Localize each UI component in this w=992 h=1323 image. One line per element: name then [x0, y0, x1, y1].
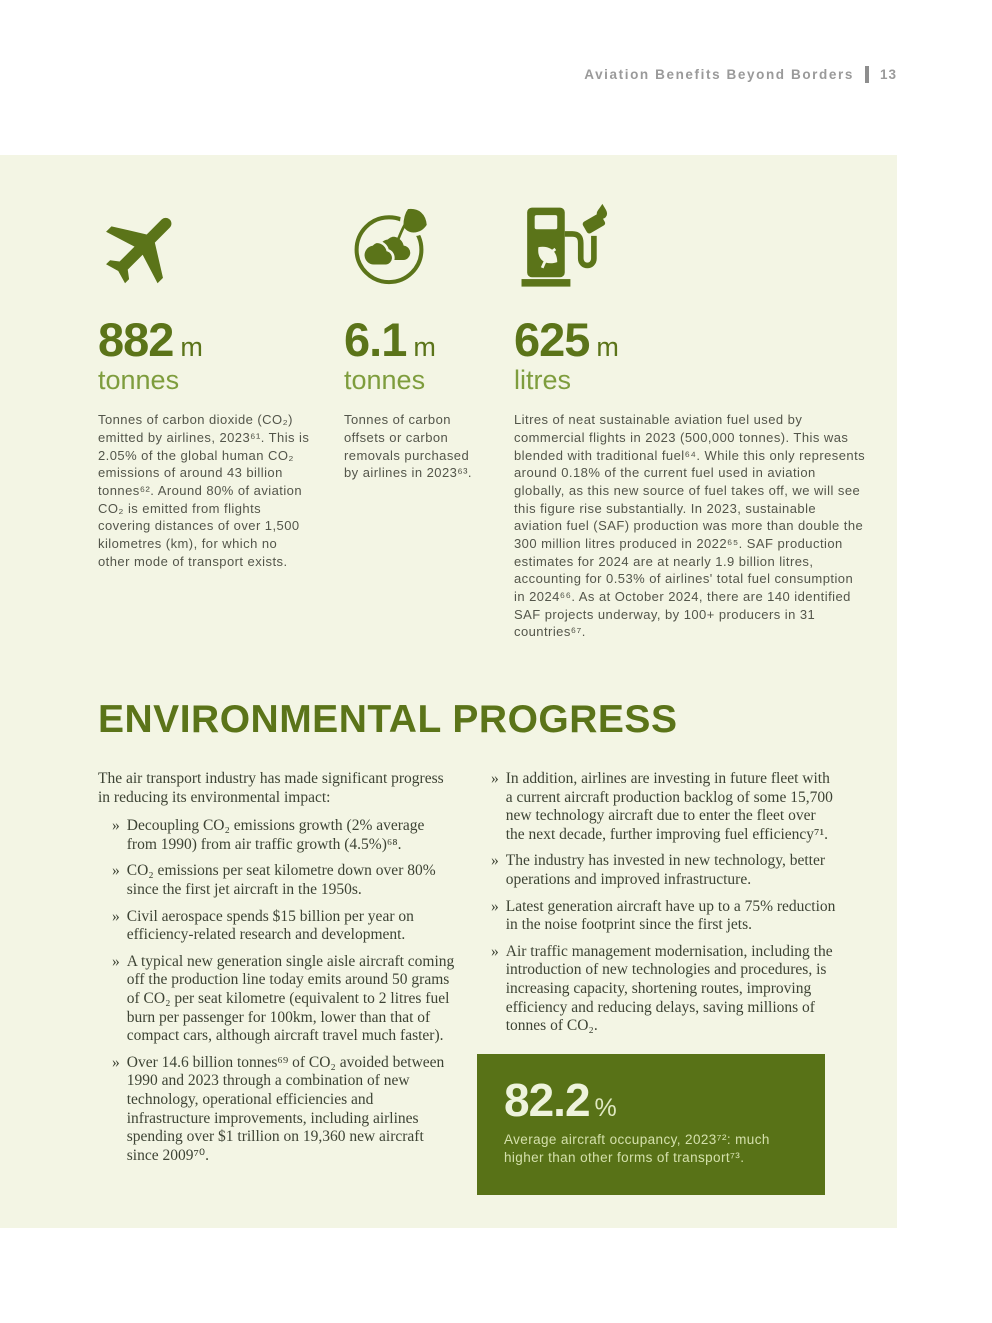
bullet-marker: » — [112, 952, 120, 970]
bullet-text: A typical new generation single aisle aircraft coming off the production line today emits around 50 grams of CO₂ per seat kilometre (equivalent to 2 litres fuel burn per passenger for 100km, lower than that of compact cars, although aircraft travel much faster). — [126, 952, 455, 1045]
bullet-marker: » — [112, 1053, 120, 1071]
bullet-marker: » — [491, 852, 499, 870]
stat-label: tonnes — [98, 365, 180, 396]
bullet-item — [477, 770, 836, 844]
stat-saf-litres — [514, 202, 866, 641]
stat-label: tonnes — [344, 365, 426, 396]
bullet-text: CO₂ emissions per seat kilometre down over 80% since the first jet aircraft in the 1950s. — [126, 862, 436, 898]
bullet-marker: » — [112, 907, 120, 925]
bullet-text: Over 14.6 billion tonnes⁶⁹ of CO₂ avoided between 1990 and 2023 through a combination of new technology, operational efficiencies and infrastructure improvements, including airlines spending over $1 trillion on 19,360 new aircraft since 2009⁷⁰. — [126, 1053, 445, 1164]
bullet-text: Latest generation aircraft have up to a 75% reduction in the noise footprint since the first jets. — [505, 897, 836, 934]
bullet-text: The industry has invested in new technology, better operations and improved infrastructure. — [505, 852, 825, 888]
bullet-item — [98, 953, 457, 1046]
bullet-text: Civil aerospace spends $15 billion per year on efficiency-related research and development. — [126, 907, 414, 944]
highlight-caption: Average aircraft occupancy, 2023⁷²: much higher than other forms of transport⁷³. — [504, 1131, 770, 1166]
stat-value-line — [98, 315, 310, 364]
bullet-item — [98, 908, 457, 945]
stat-value: 625 — [514, 313, 590, 366]
stat-carbon-offsets — [344, 202, 480, 641]
highlight-value: 82.2 — [504, 1073, 590, 1126]
page-header — [584, 66, 897, 83]
stat-unit: m — [413, 332, 436, 362]
highlight-unit: % — [594, 1093, 617, 1122]
bullet-item — [98, 862, 457, 899]
content-panel — [0, 155, 897, 1228]
stat-unit: m — [596, 332, 619, 362]
stat-co2-emitted — [98, 202, 310, 641]
section-intro: The air transport industry has made significant progress in reducing its environmental impact: — [98, 770, 444, 806]
page-number: 13 — [879, 67, 897, 82]
highlight-value-line — [504, 1073, 798, 1126]
bullet-text: Decoupling CO₂ emissions growth (2% average from 1990) from air traffic growth (4.5%)⁶⁸. — [126, 817, 425, 853]
stat-description: Tonnes of carbon dioxide (CO₂) emitted by airlines, 2023⁶¹. This is 2.05% of the global human CO₂ emissions of around 43 billion tonnes⁶². Around 80% of aviation CO₂ is emitted from flights covering distances of over 1,500 kilometres (km), for which no other mode of transport exists. — [98, 412, 310, 569]
left-column — [98, 770, 457, 1195]
bullet-text: Air traffic management modernisation, including the introduction of new technologies and procedures, is increasing capacity, shortening routes, improving efficiency and reducing delays, saving millions of tonnes of CO₂. — [505, 942, 833, 1035]
bullet-marker: » — [491, 897, 499, 915]
stat-label: litres — [514, 365, 572, 396]
carbon-offset-cloud-leaf-icon — [344, 202, 480, 302]
stat-unit: m — [180, 332, 203, 362]
stat-description: Litres of neat sustainable aviation fuel used by commercial flights in 2023 (500,000 tonnes). This was blended with traditional fuel⁶⁴. While this only represents around 0.18% of the current fuel used in aviation globally, as this new source of fuel takes off, we will see this figure rise substantially. In 2023, sustainable aviation fuel (SAF) production was more than double the 300 million litres produced in 2022⁶⁵. SAF production estimates for 2024 are at nearly 1.9 billion litres, accounting for 0.53% of airlines' total fuel consumption in 2024⁶⁶. As at October 2024, there are 140 identified SAF projects underway, by 100+ producers in 31 countries⁶⁷. — [514, 412, 866, 640]
stat-value-line — [514, 315, 866, 364]
stat-value: 882 — [98, 313, 174, 366]
airplane-icon — [98, 202, 310, 302]
stat-description: Tonnes of carbon offsets or carbon removals purchased by airlines in 2023⁶³. — [344, 412, 472, 481]
right-column — [477, 770, 836, 1195]
body-columns — [0, 742, 897, 1195]
bullet-item — [477, 898, 836, 935]
bullet-marker: » — [112, 862, 120, 880]
highlight-box — [477, 1054, 825, 1195]
bullet-item — [98, 1054, 457, 1166]
bullet-marker: » — [491, 942, 499, 960]
bullet-item — [477, 852, 836, 889]
bullet-marker: » — [491, 770, 499, 788]
header-divider — [865, 66, 869, 83]
stats-row — [0, 155, 897, 641]
report-title: Aviation Benefits Beyond Borders — [584, 67, 854, 82]
stat-value-line — [344, 315, 480, 364]
stat-value: 6.1 — [344, 313, 407, 366]
section-heading: ENVIRONMENTAL PROGRESS — [98, 698, 678, 742]
bullet-text: In addition, airlines are investing in future fleet with a current aircraft production backlog of some 15,700 new technology aircraft due to enter the fleet over the next decade, further improving fuel efficiency⁷¹. — [505, 770, 833, 843]
fuel-pump-leaf-icon — [514, 202, 866, 302]
bullet-marker: » — [112, 817, 120, 835]
bullet-item — [477, 943, 836, 1036]
bullet-item — [98, 817, 457, 854]
